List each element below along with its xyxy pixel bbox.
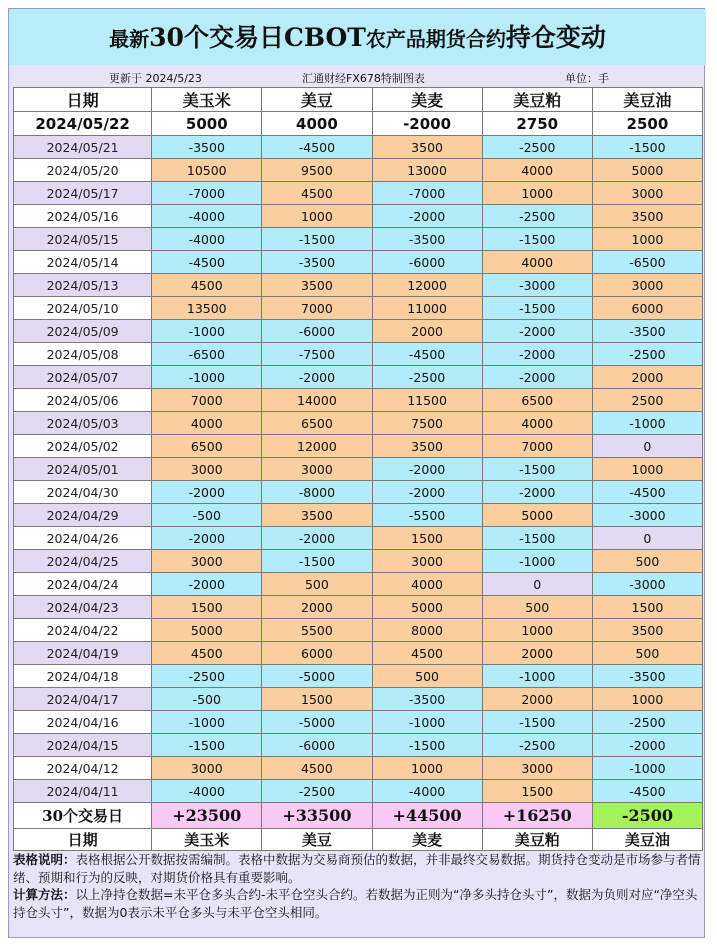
row-date: 2024/04/26 [14,527,152,550]
cell-soyoil: 3500 [592,619,702,642]
cell-soymeal: -1500 [482,297,592,320]
cell-wheat: -1500 [372,734,482,757]
positions-table [13,87,703,851]
latest-value-wheat: -2000 [372,112,482,136]
cell-corn: -1000 [152,366,262,389]
table-row [14,136,703,159]
cell-soyoil: 500 [592,642,702,665]
title-prefix: 最新 [109,27,150,51]
row-date: 2024/05/15 [14,228,152,251]
cell-soybean: 14000 [262,389,372,412]
cell-soybean: 1000 [262,205,372,228]
cell-soyoil: 2500 [592,389,702,412]
cell-soymeal: 5000 [482,504,592,527]
cell-corn: 3000 [152,458,262,481]
cell-soymeal: -2000 [482,481,592,504]
note-text-description: 表格根据公开数据按需编制。表格中数据为交易商预估的数据，并非最终交易数据。期货持仓变动是市场参与者情绪、预期和行为的反映，对期货价格具有重要影响。 [13,852,701,885]
totals-label: 30个交易日 [14,803,152,829]
cell-soyoil: 1500 [592,596,702,619]
cell-soyoil: 3000 [592,182,702,205]
cell-corn: 3000 [152,757,262,780]
cell-wheat: 4000 [372,573,482,596]
note-label-method: 计算方法： [13,887,76,902]
total-soyoil: -2500 [592,803,702,829]
note-description [13,851,701,886]
row-date: 2024/05/06 [14,389,152,412]
table-row [14,274,703,297]
cell-wheat: -2000 [372,458,482,481]
cell-corn: -2000 [152,527,262,550]
cell-soyoil: -2000 [592,734,702,757]
cell-wheat: 5000 [372,596,482,619]
cell-soybean: -2500 [262,780,372,803]
cell-soybean: -3500 [262,251,372,274]
cell-soymeal: 4000 [482,412,592,435]
cell-soyoil: 1000 [592,228,702,251]
cell-soybean: -8000 [262,481,372,504]
cell-soybean: -2000 [262,527,372,550]
cell-wheat: 3500 [372,136,482,159]
cell-corn: -6500 [152,343,262,366]
title-suffix2: 期货合约 [425,27,506,51]
cell-soyoil: 2000 [592,366,702,389]
table-row [14,711,703,734]
cell-corn: -4000 [152,228,262,251]
header-date: 日期 [14,88,152,112]
footer-date: 日期 [14,829,152,851]
cell-corn: 4500 [152,642,262,665]
cell-corn: 10500 [152,159,262,182]
row-date: 2024/05/09 [14,320,152,343]
total-soybean: +33500 [262,803,372,829]
latest-value-corn: 5000 [152,112,262,136]
cell-wheat: 500 [372,665,482,688]
cell-soyoil: 3000 [592,274,702,297]
total-wheat: +44500 [372,803,482,829]
cell-soybean: 6000 [262,642,372,665]
cell-soymeal: -1500 [482,711,592,734]
table-row [14,780,703,803]
cell-wheat: -2500 [372,366,482,389]
cell-soybean: 6500 [262,412,372,435]
table-row [14,596,703,619]
row-date: 2024/05/13 [14,274,152,297]
cell-soymeal: 1500 [482,780,592,803]
cell-wheat: 11500 [372,389,482,412]
cell-soymeal: 2000 [482,642,592,665]
cell-wheat: 3000 [372,550,482,573]
row-date: 2024/04/15 [14,734,152,757]
note-method [13,886,701,921]
cell-soymeal: -2000 [482,320,592,343]
cell-corn: -500 [152,504,262,527]
meta-line [9,67,706,87]
cell-corn: -1000 [152,711,262,734]
table-row [14,642,703,665]
cell-soyoil: -4500 [592,481,702,504]
cell-wheat: -3500 [372,228,482,251]
row-date: 2024/05/07 [14,366,152,389]
cell-wheat: 11000 [372,297,482,320]
cell-soybean: 500 [262,573,372,596]
cell-wheat: -4000 [372,780,482,803]
cell-wheat: 4500 [372,642,482,665]
table-row [14,320,703,343]
cell-soymeal: 2000 [482,688,592,711]
row-date: 2024/05/08 [14,343,152,366]
cell-wheat: 2000 [372,320,482,343]
footer-corn: 美玉米 [152,829,262,851]
cell-wheat: 13000 [372,159,482,182]
row-date: 2024/04/23 [14,596,152,619]
table-row [14,205,703,228]
cell-soymeal: 0 [482,573,592,596]
cell-soybean: 3500 [262,274,372,297]
row-date: 2024/05/01 [14,458,152,481]
cell-soyoil: 500 [592,550,702,573]
header-row [14,88,703,112]
table-row [14,573,703,596]
cell-soymeal: 1000 [482,619,592,642]
chart-frame [8,8,705,938]
total-corn: +23500 [152,803,262,829]
cell-wheat: -3500 [372,688,482,711]
header-soybean: 美豆 [262,88,372,112]
cell-corn: 4000 [152,412,262,435]
cell-soybean: 3500 [262,504,372,527]
cell-soyoil: -3000 [592,573,702,596]
header-wheat: 美麦 [372,88,482,112]
latest-value-soyoil: 2500 [592,112,702,136]
table-row [14,458,703,481]
cell-wheat: -5500 [372,504,482,527]
table-row [14,412,703,435]
unit-label: 单位：手 [565,72,609,85]
row-date: 2024/04/16 [14,711,152,734]
cell-soybean: -5000 [262,711,372,734]
cell-soyoil: -1000 [592,757,702,780]
cell-wheat: 8000 [372,619,482,642]
cell-wheat: -1000 [372,711,482,734]
cell-soybean: 2000 [262,596,372,619]
cell-soymeal: -3000 [482,274,592,297]
cell-soymeal: -1500 [482,228,592,251]
data-source: 汇通财经FX678特制图表 [302,72,425,85]
footer-soybean: 美豆 [262,829,372,851]
row-date: 2024/05/16 [14,205,152,228]
cell-corn: 1500 [152,596,262,619]
cell-soybean: 12000 [262,435,372,458]
cell-corn: 6500 [152,435,262,458]
cell-wheat: -2000 [372,205,482,228]
cell-soybean: 3000 [262,458,372,481]
cell-soybean: 4500 [262,757,372,780]
cell-corn: -2500 [152,665,262,688]
cell-soyoil: 0 [592,435,702,458]
cell-soyoil: -4500 [592,780,702,803]
title-number: 30 [149,23,184,52]
table-row [14,504,703,527]
cell-soybean: -5000 [262,665,372,688]
cell-soybean: 1500 [262,688,372,711]
row-date: 2024/04/30 [14,481,152,504]
table-row [14,182,703,205]
row-date: 2024/04/18 [14,665,152,688]
cell-corn: -4000 [152,205,262,228]
table-row [14,665,703,688]
latest-date: 2024/05/22 [14,112,152,136]
title-brand: CBOT [283,23,366,52]
cell-corn: -1000 [152,320,262,343]
row-date: 2024/05/03 [14,412,152,435]
latest-value-soymeal: 2750 [482,112,592,136]
cell-soyoil: 6000 [592,297,702,320]
cell-soybean: -6000 [262,734,372,757]
title-mid: 个交易日 [183,23,284,52]
cell-corn: -4000 [152,780,262,803]
chart-title [9,9,706,65]
cell-soymeal: -1500 [482,458,592,481]
table-row [14,366,703,389]
header-soyoil: 美豆油 [592,88,702,112]
table-row [14,527,703,550]
cell-soybean: 9500 [262,159,372,182]
row-date: 2024/05/20 [14,159,152,182]
row-date: 2024/04/24 [14,573,152,596]
cell-soyoil: 0 [592,527,702,550]
cell-corn: -2000 [152,573,262,596]
cell-soybean: -1500 [262,550,372,573]
table-row [14,734,703,757]
latest-value-soybean: 4000 [262,112,372,136]
cell-wheat: 12000 [372,274,482,297]
cell-wheat: -7000 [372,182,482,205]
header-corn: 美玉米 [152,88,262,112]
cell-corn: -2000 [152,481,262,504]
cell-soybean: -7500 [262,343,372,366]
row-date: 2024/04/22 [14,619,152,642]
cell-soybean: 5500 [262,619,372,642]
cell-soybean: -4500 [262,136,372,159]
cell-soyoil: 3500 [592,205,702,228]
cell-soybean: -2000 [262,366,372,389]
table-row [14,688,703,711]
notes [13,851,701,921]
cell-soymeal: -2500 [482,734,592,757]
footer-soyoil: 美豆油 [592,829,702,851]
cell-soymeal: 7000 [482,435,592,458]
cell-soybean: -6000 [262,320,372,343]
row-date: 2024/05/02 [14,435,152,458]
header-soymeal: 美豆粕 [482,88,592,112]
table-row [14,389,703,412]
title-suffix1: 农产品 [365,27,426,51]
cell-soymeal: -2500 [482,136,592,159]
cell-soymeal: 1000 [482,182,592,205]
cell-soyoil: -3000 [592,504,702,527]
cell-wheat: 1000 [372,757,482,780]
cell-soymeal: -1000 [482,665,592,688]
table-row [14,297,703,320]
cell-soymeal: 4000 [482,159,592,182]
cell-corn: 7000 [152,389,262,412]
cell-soybean: -1500 [262,228,372,251]
table-row [14,228,703,251]
cell-wheat: -6000 [372,251,482,274]
row-date: 2024/05/17 [14,182,152,205]
cell-soyoil: -3500 [592,665,702,688]
cell-soyoil: -2500 [592,343,702,366]
cell-corn: -7000 [152,182,262,205]
latest-row [14,112,703,136]
cell-soybean: 4500 [262,182,372,205]
cell-wheat: -4500 [372,343,482,366]
footer-wheat: 美麦 [372,829,482,851]
cell-soyoil: -6500 [592,251,702,274]
cell-corn: -1500 [152,734,262,757]
cell-soyoil: -3500 [592,320,702,343]
cell-soyoil: 5000 [592,159,702,182]
cell-corn: -4500 [152,251,262,274]
cell-soyoil: 1000 [592,458,702,481]
cell-wheat: -2000 [372,481,482,504]
cell-soybean: 7000 [262,297,372,320]
cell-corn: 5000 [152,619,262,642]
note-text-method: 以上净持仓数据=未平仓多头合约-未平仓空头合约。若数据为正则为“净多头持仓头寸”，数据为负则对应“净空头持仓头寸”，数据为0表示未平仓多头与未平仓空头相同。 [13,887,698,920]
cell-soymeal: -2000 [482,343,592,366]
table-row [14,435,703,458]
cell-wheat: 7500 [372,412,482,435]
cell-corn: 4500 [152,274,262,297]
table-row [14,159,703,182]
cell-soyoil: 1000 [592,688,702,711]
row-date: 2024/05/14 [14,251,152,274]
cell-soyoil: -2500 [592,711,702,734]
footer-soymeal: 美豆粕 [482,829,592,851]
cell-soymeal: 4000 [482,251,592,274]
cell-corn: -3500 [152,136,262,159]
cell-soymeal: 6500 [482,389,592,412]
row-date: 2024/04/19 [14,642,152,665]
table-row [14,343,703,366]
cell-soymeal: -2000 [482,366,592,389]
row-date: 2024/05/21 [14,136,152,159]
total-soymeal: +16250 [482,803,592,829]
cell-soymeal: -1500 [482,527,592,550]
cell-wheat: 1500 [372,527,482,550]
note-label-description: 表格说明： [13,852,76,867]
cell-wheat: 3500 [372,435,482,458]
table-row [14,757,703,780]
row-date: 2024/04/25 [14,550,152,573]
title-suffix3: 持仓变动 [505,23,606,52]
table-row [14,619,703,642]
updated-date: 更新于 2024/5/23 [109,72,202,85]
cell-soymeal: -2500 [482,205,592,228]
footer-header-row [14,829,703,851]
cell-soyoil: -1000 [592,412,702,435]
cell-corn: 3000 [152,550,262,573]
cell-soymeal: 3000 [482,757,592,780]
row-date: 2024/04/11 [14,780,152,803]
cell-corn: -500 [152,688,262,711]
row-date: 2024/05/10 [14,297,152,320]
row-date: 2024/04/17 [14,688,152,711]
totals-row [14,803,703,829]
cell-corn: 13500 [152,297,262,320]
table-row [14,481,703,504]
row-date: 2024/04/29 [14,504,152,527]
cell-soymeal: -1000 [482,550,592,573]
cell-soymeal: 500 [482,596,592,619]
row-date: 2024/04/12 [14,757,152,780]
table-row [14,550,703,573]
cell-soyoil: -1500 [592,136,702,159]
table-row [14,251,703,274]
